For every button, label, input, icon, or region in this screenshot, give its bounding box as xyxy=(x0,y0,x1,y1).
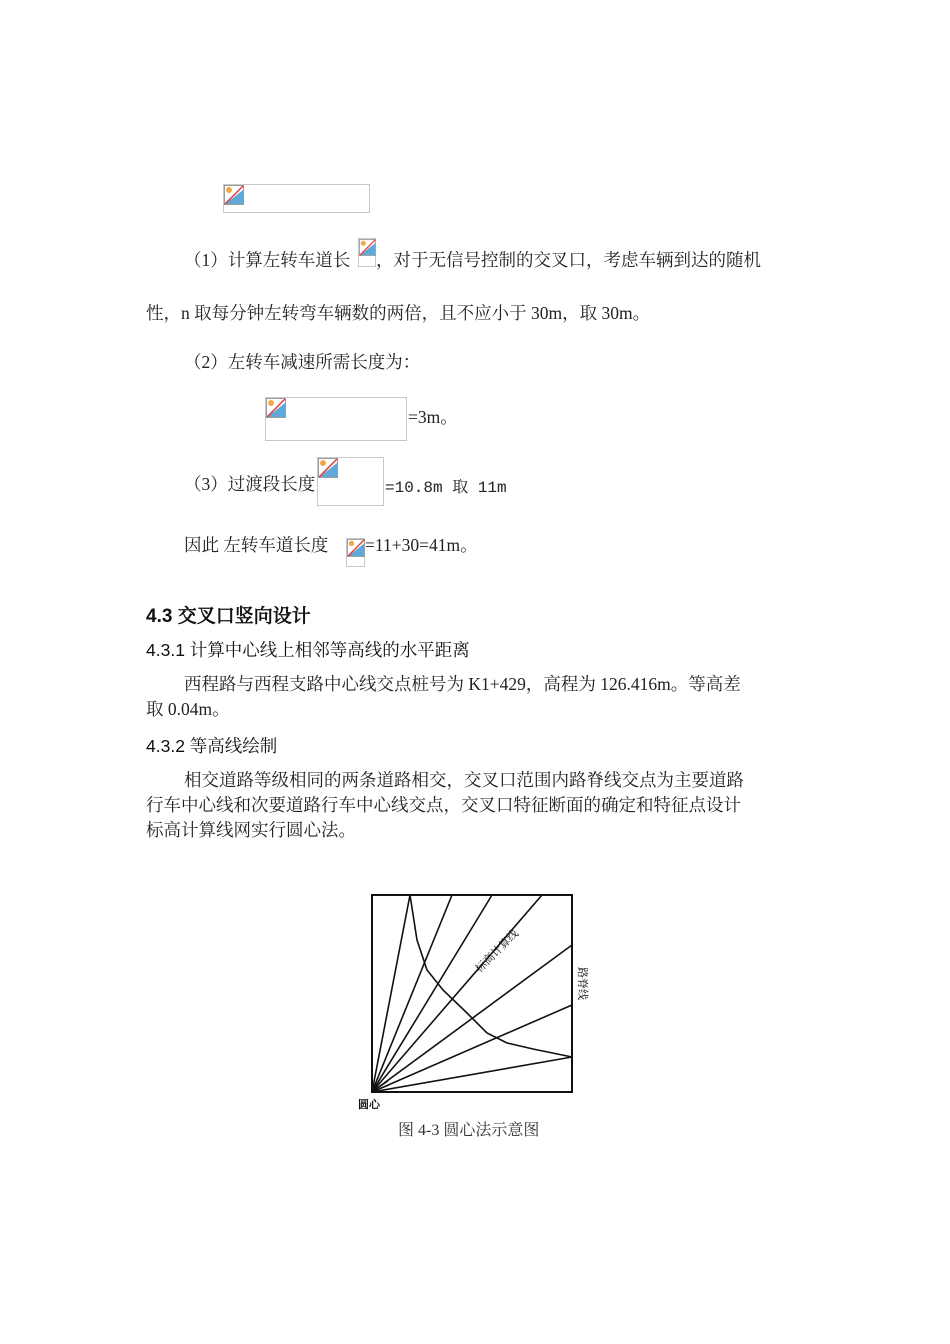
label-calc-line: 标高计算线 xyxy=(473,927,522,976)
paragraph-left-turn-length xyxy=(184,248,350,272)
figure-caption: 图 4-3 圆心法示意图 xyxy=(398,1122,540,1139)
text-l5b: =10.8m 取 11m xyxy=(385,479,507,497)
text-l1: （1）计算左转车道长 xyxy=(184,250,351,270)
section-title: 4.3 交叉口竖向设计 xyxy=(146,606,311,627)
text-l6a: 因此 左转车道长度 xyxy=(184,535,329,555)
broken-image-icon xyxy=(347,539,365,557)
broken-image-icon xyxy=(266,398,286,418)
subsection-title-2: 4.3.2 等高线绘制 xyxy=(146,736,278,756)
label-center: 圆心 xyxy=(358,1099,380,1111)
text-l3: （2）左转车减速所需长度为： xyxy=(184,352,421,372)
text-l2: 性，n 取每分钟左转弯车辆数的两倍，且不应小于 30m，取 30m。 xyxy=(146,303,651,323)
formula-image-2 xyxy=(358,238,376,267)
calc-line-1 xyxy=(372,895,410,1092)
label-ridge-line: 路脊线 xyxy=(576,967,588,1000)
broken-image-icon xyxy=(359,239,376,256)
broken-image-icon xyxy=(224,185,244,205)
broken-image-icon xyxy=(318,458,338,478)
formula-image-4 xyxy=(317,457,384,506)
calc-line-3 xyxy=(372,895,492,1092)
paragraph-1-line-1: 西程路与西程支路中心线交点桩号为 K1+429，高程为 126.416m。等高差 xyxy=(184,674,741,694)
formula-image-1 xyxy=(223,184,370,213)
formula-image-3 xyxy=(265,397,407,441)
paragraph-2-line-1: 相交道路等级相同的两条道路相交，交叉口范围内路脊线交点为主要道路 xyxy=(184,770,744,790)
text-l6b: =11+30=41m。 xyxy=(365,535,478,555)
ridge-curve xyxy=(410,895,572,1057)
calc-line-7 xyxy=(372,1057,572,1092)
paragraph-2-line-2: 行车中心线和次要道路行车中心线交点，交叉口特征断面的确定和特征点设计 xyxy=(146,795,741,815)
subsection-title-1: 4.3.1 计算中心线上相邻等高线的水平距离 xyxy=(146,640,470,660)
paragraph-1-line-2: 取 0.04m。 xyxy=(146,699,230,719)
circle-method-diagram xyxy=(355,885,595,1115)
text-l4: =3m。 xyxy=(408,407,458,427)
text-l5a: （3）过渡段长度 xyxy=(184,474,316,494)
paragraph-2-line-3: 标高计算线网实行圆心法。 xyxy=(146,820,356,840)
text-l1b: ，对于无信号控制的交叉口，考虑车辆到达的随机 xyxy=(376,250,761,270)
calc-line-4 xyxy=(372,895,542,1092)
formula-image-5 xyxy=(346,538,365,567)
